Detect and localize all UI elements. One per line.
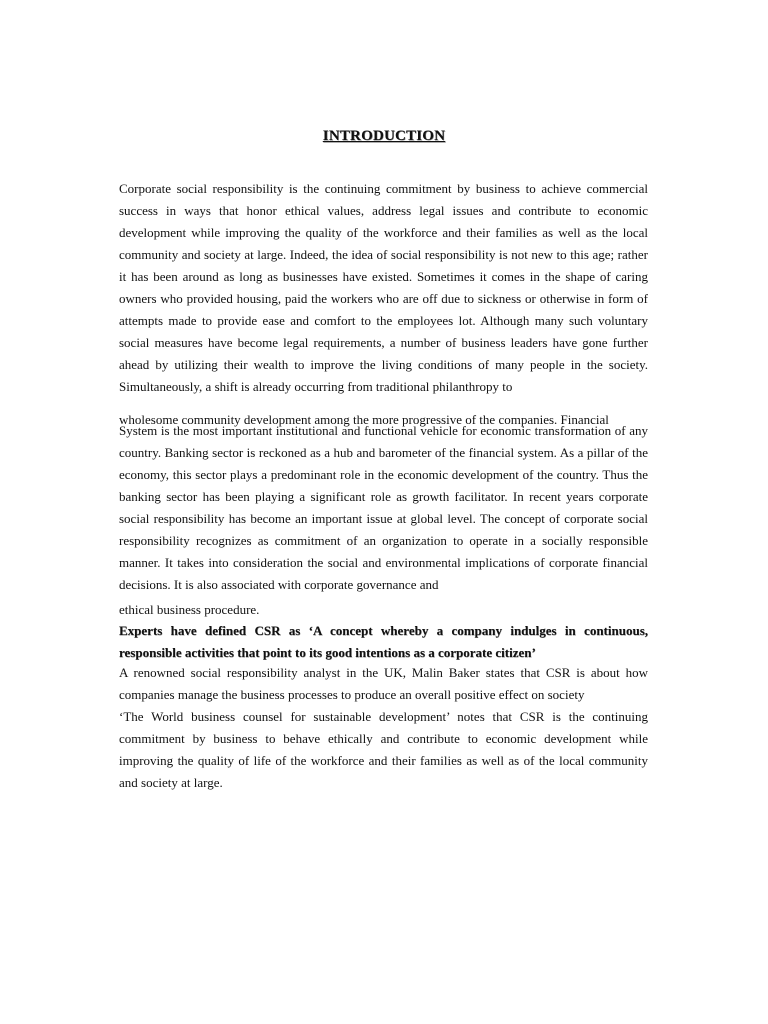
paragraph-ethical: ethical business procedure. — [119, 602, 260, 617]
paragraph-wbcsd: ‘The World business counsel for sustainable development’ notes that CSR is the continuing commitment by business to behave ethically and contribute to economic development while improving the quality of life of the workforce and their families as well as of the local community and society at large. — [119, 709, 648, 790]
paragraph-malin-baker: A renowned social responsibility analyst in the UK, Malin Baker states that CSR is about how companies manage the business processes to produce an overall positive effect on society — [119, 665, 648, 702]
paragraph-financial-system: System is the most important institutional and functional vehicle for economic transformation of any country. Banking sector is reckoned as a hub and barometer of the financial system. As a pillar of the economy, this sector plays a predominant role in the economic development of the country. Thus the banking sector has been playing a significant role as growth facilitator. In recent years corporate social responsibility has become an important issue at global level. The concept of corporate social responsibility recognizes as commitment of an organization to operate in a socially responsible manner. It takes into consideration the social and environmental implications of corporate financial decisions. It is also associated with corporate governance and — [119, 423, 648, 592]
paragraph-intro-tail: wholesome community development among the more progressive of the companies. Financial — [119, 412, 609, 427]
csr-definition-quote: Experts have defined CSR as ‘A concept whereby a company indulges in continuous, responsible activities that point to its good intentions as a corporate citizen’ — [119, 623, 648, 660]
paragraph-intro: Corporate social responsibility is the continuing commitment by business to achieve commercial success in ways that honor ethical values, address legal issues and contribute to economic development while improving the quality of the workforce and their families as well as the local community and society at large. Indeed, the idea of social responsibility is not new to this age; rather it has been around as long as businesses have existed. Sometimes it comes in the shape of caring owners who provided housing, paid the workers who are off due to sickness or otherwise in form of attempts made to provide ease and comfort to the employees lot. Although many such voluntary social measures have become legal requirements, a number of business leaders have gone further ahead by utilizing their wealth to improve the living conditions of many people in the society. Simultaneously, a shift is already occurring from traditional philanthropy to — [119, 181, 648, 394]
page-title: INTRODUCTION — [322, 128, 446, 144]
